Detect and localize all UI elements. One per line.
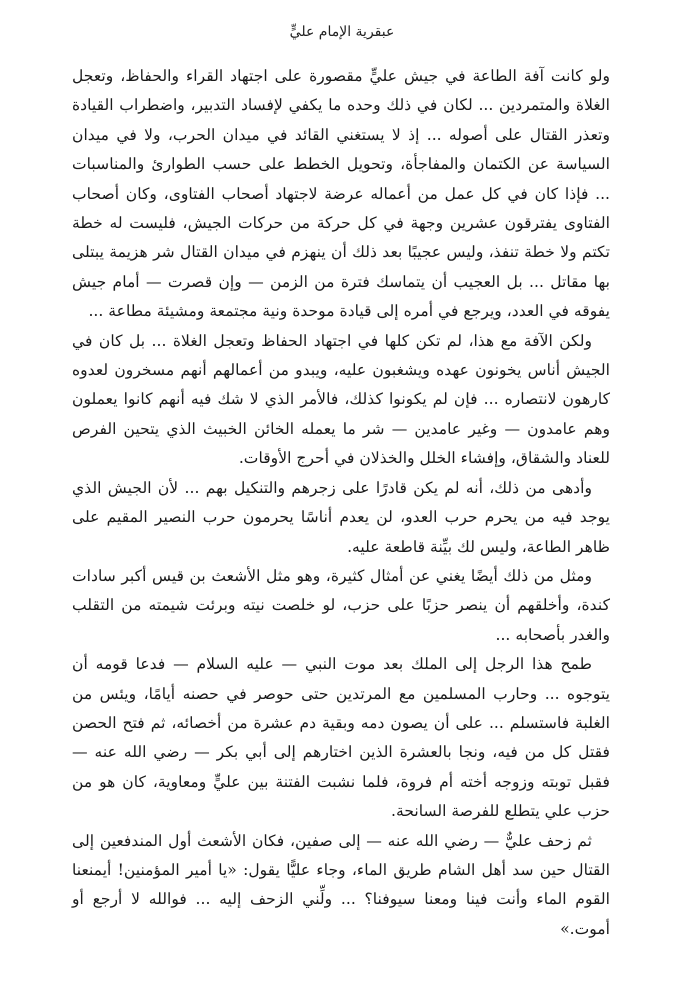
paragraph: ولكن الآفة مع هذا، لم تكن كلها في اجتهاد الحفاظ وتعجل الغلاة ... بل كان في الجيش أناس يخونون عهده ويشغبون عليه، ويبدو من أعمالهم أنهم مسخرون لعدوه كارهون لانتصاره ... فإن لم يكونوا كذلك، فالأمر الذي لا شك فيه أنهم كانوا يعملون وهم عامدون — وغير عامدين — شر ما يعمله الخائن الخبيث الذي يتحين الفرص للعناد والشقاق، وإفشاء الخلل والخذلان في أحرج الأوقات. (72, 331, 610, 468)
paragraph: ثم زحف عليٌّ — رضي الله عنه — إلى صفين، فكان الأشعث أول المندفعين إلى القتال حين سد أهل الشام طريق الماء، وجاء عليًّا يقول: «يا أمير المؤمنين! أيمنعنا القوم الماء وأنت فينا ومعنا سيوفنا؟ ... ولِّني الزحف إليه ... فوالله لا أرجع أو أموت.» (72, 831, 610, 938)
paragraph: ومثل من ذلك أيضًا يغني عن أمثال كثيرة، وهو مثل الأشعث بن قيس أكبر سادات كندة، وأخلقهم أن ينصر حزبًا على حزب، لو خلصت نيته وبرئت شيمته من التقلب والغدر بأصحابه ... (72, 566, 610, 644)
paragraph: وأدهى من ذلك، أنه لم يكن قادرًا على زجرهم والتنكيل بهم ... لأن الجيش الذي يوجد فيه من يحرم حرب العدو، لن يعدم أناسًا يحرمون حرب النصير المقيم على ظاهر الطاعة، وليس لك بيِّنة قاطعة عليه. (72, 478, 610, 556)
body-text (72, 62, 610, 944)
paragraph: طمح هذا الرجل إلى الملك بعد موت النبي — عليه السلام — فدعا قومه أن يتوجوه ... وحارب المسلمين مع المرتدين حتى حوصر في حصنه أيامًا، ويئس من الغلبة فاستسلم ... على أن يصون دمه وبقية دم عشرة من أخصائه، ثم فتح الحصن فقتل كل من فيه، ونجا بالعشرة الذين اختارهم إلى أبي بكر — رضي الله عنه — فقبل توبته وزوجه أخته أم فروة، فلما نشبت الفتنة بين عليٍّ ومعاوية، كان هو من حزب علي يتطلع للفرصة السانحة. (72, 655, 610, 821)
running-title: عبقرية الإمام عليٍّ (289, 24, 395, 40)
paragraph: ولو كانت آفة الطاعة في جيش عليٍّ مقصورة على اجتهاد القراء والحفاظ، وتعجل الغلاة والمتمردين ... لكان في ذلك وحده ما يكفي لإفساد التدبير، واضطراب القيادة وتعذر القتال على أصوله ... إذ لا يستغني القائد في ميدان الحرب، ولا في ميدان السياسة عن الكتمان والمفاجأة، وتحويل الخطط على حسب الطوارئ والمناسبات ... فإذا كان في كل عمل من أعماله عرضة لاجتهاد أصحاب الفتاوى، وكان أصحاب الفتاوى يفترقون عشرين وجهة في كل حركة من حركات الجيش، فليست له خطة تكتم ولا خطة تنفذ، وليس عجيبًا بعد ذلك أن ينهزم في ميدان القتال شر هزيمة يبتلى بها مقاتل ... بل العجيب أن يتماسك فترة من الزمن — وإن قصرت — أمام جيش يفوقه في العدد، ويرجع في أمره إلى قيادة موحدة ونية مجتمعة ومشيئة مطاعة ... (72, 67, 610, 321)
